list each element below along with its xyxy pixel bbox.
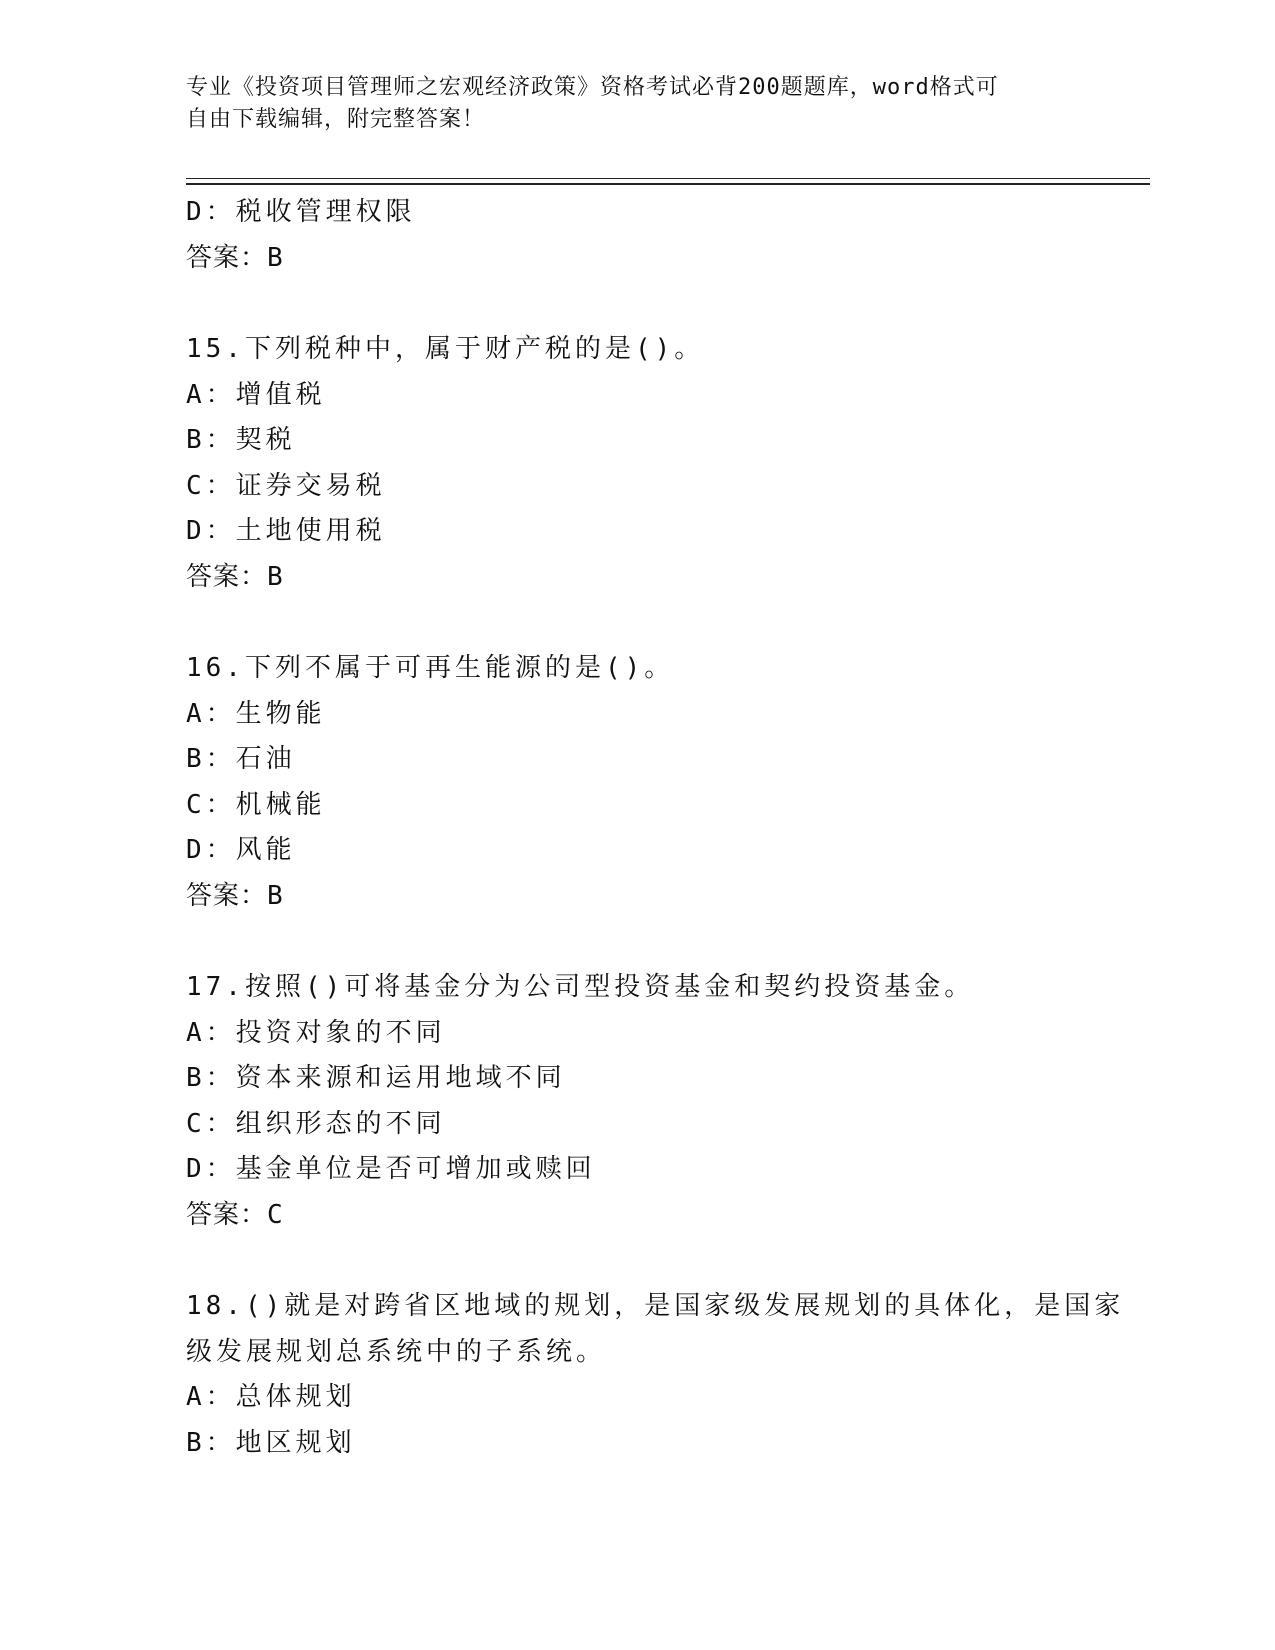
- option-b: B：石油: [186, 744, 296, 774]
- option-d: D：风能: [186, 835, 296, 865]
- question-16: [186, 646, 1086, 919]
- document-header: [186, 72, 1066, 136]
- option-b: B：地区规划: [186, 1427, 356, 1458]
- option-a: A：投资对象的不同: [186, 1017, 446, 1048]
- option-c: C：组织形态的不同: [186, 1108, 446, 1139]
- answer: 答案：B: [186, 561, 284, 592]
- question-stem: 16.下列不属于可再生能源的是()。: [186, 653, 675, 683]
- question-stem: 15.下列税种中，属于财产税的是()。: [186, 334, 705, 364]
- option-a: A：增值税: [186, 379, 326, 410]
- header-title-line-1: 专业《投资项目管理师之宏观经济政策》资格考试必背200题题库，word格式可: [186, 75, 999, 100]
- option-d: D：土地使用税: [186, 516, 386, 546]
- header-divider-thick: [186, 183, 1150, 185]
- option-b: B：契税: [186, 425, 296, 455]
- question-17: [186, 965, 1086, 1238]
- header-divider-thin: [186, 178, 1150, 179]
- header-title-line-2: 自由下载编辑，附完整答案！: [186, 107, 486, 132]
- question-stem-line-1: 18.()就是对跨省区地域的规划，是国家级发展规划的具体化，是国家: [186, 1291, 1125, 1321]
- question-stem: 17.按照()可将基金分为公司型投资基金和契约投资基金。: [186, 972, 975, 1002]
- option-d: D：税收管理权限: [186, 197, 416, 227]
- option-a: A：总体规划: [186, 1382, 356, 1412]
- question-stem-line-2: 级发展规划总系统中的子系统。: [186, 1336, 607, 1367]
- answer: 答案：B: [186, 242, 284, 273]
- option-c: C：证券交易税: [186, 470, 386, 501]
- previous-question-tail: [186, 190, 1086, 281]
- option-b: B：资本来源和运用地域不同: [186, 1063, 566, 1093]
- answer: 答案：C: [186, 1199, 284, 1230]
- question-list: [186, 190, 1125, 1466]
- option-c: C：机械能: [186, 789, 326, 820]
- option-a: A：生物能: [186, 698, 326, 729]
- question-15: [186, 327, 1086, 600]
- answer: 答案：B: [186, 880, 284, 911]
- question-18: [186, 1284, 1125, 1466]
- option-d: D：基金单位是否可增加或赎回: [186, 1154, 596, 1184]
